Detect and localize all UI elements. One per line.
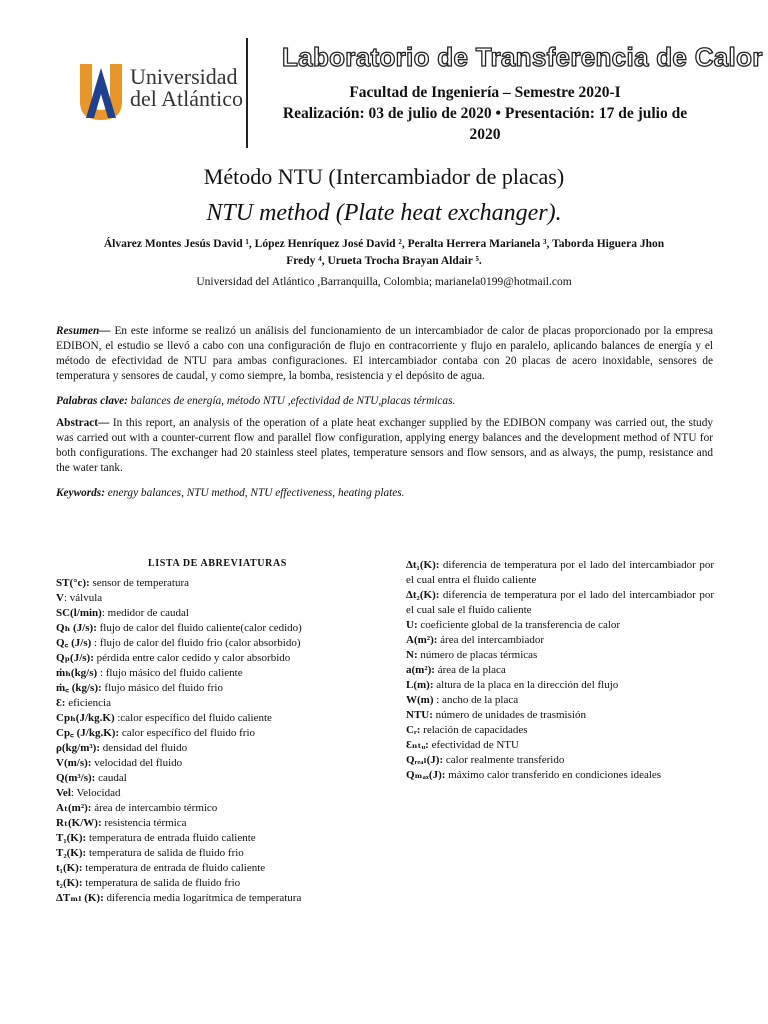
abbreviation-item [56, 771, 376, 786]
abbreviation-definition: área de la placa [434, 664, 506, 676]
abbreviation-item [406, 753, 714, 768]
abbreviation-definition: resistencia térmica [101, 817, 187, 829]
palabras-clave-paragraph [56, 394, 713, 409]
abbreviation-symbol: T₁(K): [56, 832, 87, 844]
abbreviation-symbol: Cpₕ(J/kg.K) [56, 712, 115, 724]
abbreviation-definition: calor realmente transferido [443, 754, 565, 766]
title-english: NTU method (Plate heat exchanger). [206, 200, 562, 226]
abbreviation-item [406, 693, 714, 708]
abbreviation-item [56, 651, 376, 666]
abbreviation-symbol: W(m) [406, 694, 434, 706]
abbreviation-item [56, 816, 376, 831]
resumen-label: Resumen— [56, 325, 111, 337]
abbreviation-symbol: N: [406, 649, 418, 661]
abbreviation-symbol: t₁(K): [56, 862, 83, 874]
abbreviation-definition: caudal [95, 772, 127, 784]
abbreviation-item [56, 741, 376, 756]
abbreviation-symbol: Aₜ(m²): [56, 802, 92, 814]
abbreviation-symbol: ST(°c): [56, 577, 90, 589]
lab-title: Laboratorio de Transferencia de Calor [282, 42, 763, 72]
authors [54, 236, 714, 270]
abbreviation-item [56, 591, 376, 606]
abbreviations-right-column [406, 558, 714, 783]
abbreviation-definition: densidad del fluido [100, 742, 188, 754]
abbreviation-definition: : flujo de calor del fluido frio (calor absorbido) [91, 637, 301, 649]
abbreviation-symbol: Q꜀ (J/s) [56, 637, 92, 649]
header-divider [246, 38, 248, 148]
abbreviation-symbol: Q(m³/s): [56, 772, 96, 784]
university-logo [78, 60, 248, 122]
abstract-label: Abstract— [56, 417, 110, 429]
abbreviation-definition: : flujo másico del fluido caliente [97, 667, 243, 679]
palabras-clave-text: balances de energía, método NTU ,efectividad de NTU,placas térmicas. [127, 395, 456, 407]
abstract-text: In this report, an analysis of the operation of a plate heat exchanger supplied by the EDIBON company was carried out, the study was carried out with a counter-current flow and parallel flow configuration, applying energy balances and the development method of NTU for both configurations. The exchanger had 20 stainless steel plates, temperature sensors and flow sensors, and as always, the pump, resistance and the water tank. [56, 417, 713, 474]
abbreviation-symbol: ṁ꜀ (kg/s): [56, 682, 102, 694]
abbreviation-item [56, 891, 376, 906]
abbreviation-definition: altura de la placa en la dirección del flujo [433, 679, 619, 691]
abbreviation-symbol: Cᵣ: [406, 724, 421, 736]
abbreviation-symbol: Ɛₙₜᵤ: [406, 739, 429, 751]
authors-line: Fredy ⁴, Urueta Trocha Brayan Aldair ⁵. [286, 255, 482, 267]
abbreviation-symbol: L(m): [406, 679, 434, 691]
abbreviation-item [56, 846, 376, 861]
abbreviation-item [56, 711, 376, 726]
abbreviation-item [406, 633, 714, 648]
abbreviation-item [56, 756, 376, 771]
abbreviation-symbol: NTU: [406, 709, 433, 721]
abbreviation-definition: flujo de calor del fluido caliente(calor cedido) [96, 622, 302, 634]
abbreviation-definition: área del intercambiador [437, 634, 544, 646]
abbreviation-definition: área de intercambio térmico [91, 802, 218, 814]
abbreviation-item [56, 681, 376, 696]
resumen-paragraph [56, 324, 713, 384]
palabras-clave-label: Palabras clave: [56, 395, 128, 407]
keywords-label: Keywords: [56, 487, 105, 499]
abbreviation-definition: coeficiente global de la transferencia de calor [417, 619, 621, 631]
abbreviation-definition: temperatura de salida de fluido frio [86, 847, 244, 859]
abbreviation-definition: pérdida entre calor cedido y calor absorbido [93, 652, 291, 664]
abbreviation-item [56, 606, 376, 621]
abbreviation-definition: : Velocidad [70, 787, 121, 799]
abbreviation-definition: número de unidades de trasmisión [432, 709, 586, 721]
abbreviation-item [406, 678, 714, 693]
abbreviation-symbol: Cp꜀ (J/kg.K): [56, 727, 120, 739]
faculty-line: Facultad de Ingeniería – Semestre 2020-I [349, 84, 621, 101]
abbreviation-item [56, 876, 376, 891]
abbreviation-symbol: Δt₂(K): [406, 589, 440, 601]
logo-text-line: Universidad [130, 64, 238, 89]
dates-line: 2020 [469, 126, 501, 143]
abbreviation-item [56, 831, 376, 846]
abbreviation-definition: diferencia de temperatura por el lado del intercambiador por el cual sale el fluido caliente [406, 589, 714, 616]
faculty-info [252, 82, 718, 145]
abbreviation-symbol: SC(l/min) [56, 607, 102, 619]
logo-text-line: del Atlántico [130, 86, 244, 111]
logo-text [130, 66, 243, 110]
resumen-text: En este informe se realizó un análisis del funcionamiento de un intercambiador de calor de placas proporcionado por la empresa EDIBON, el estudio se llevó a cabo con una configuración de flujo en contracorriente y flujo en paralelo, aplicando balances de energía y el método de efectividad de NTU para ambas configuraciones. El intercambiador contaba con 20 placas de acero inoxidable, sensores de temperatura y sensores de caudal, y como siempre, la bomba, resistencia y el depósito de agua. [56, 325, 713, 382]
abbreviation-symbol: Δt₁(K): [406, 559, 440, 571]
authors-line: Álvarez Montes Jesús David ¹, López Henríquez José David ², Peralta Herrera Marianela ³, Taborda Higuera Jhon [103, 238, 665, 250]
abbreviation-definition: : válvula [63, 592, 103, 604]
abbreviation-symbol: t₂(K): [56, 877, 83, 889]
abbreviation-definition: relación de capacidades [420, 724, 528, 736]
dates-line: Realización: 03 de julio de 2020 • Presentación: 17 de julio de [282, 105, 688, 122]
abbreviation-definition: : ancho de la placa [433, 694, 519, 706]
abbreviation-symbol: ΔTₘₗ (K): [56, 892, 104, 904]
abbreviation-symbol: Rₜ(K/W): [56, 817, 102, 829]
abbreviation-item [406, 708, 714, 723]
abbreviation-item [406, 723, 714, 738]
abbreviation-item [406, 558, 714, 588]
abbreviation-definition: diferencia media logarítmica de temperatura [103, 892, 302, 904]
abbreviation-item [56, 696, 376, 711]
abbreviation-definition: número de placas térmicas [417, 649, 538, 661]
abbreviation-item [406, 738, 714, 753]
abbreviation-definition: temperatura de salida de fluido frio [82, 877, 241, 889]
abbreviation-symbol: Qₘₐₓ(J): [406, 769, 446, 781]
abbreviation-definition: velocidad del fluido [91, 757, 183, 769]
abbreviation-definition: :calor específico del fluido caliente [114, 712, 272, 724]
abbreviations-left-column [56, 576, 376, 906]
abbreviation-definition: flujo másico del fluido frio [101, 682, 223, 694]
abbreviation-item [406, 588, 714, 618]
abbreviation-symbol: Vel [56, 787, 71, 799]
abbreviation-definition: sensor de temperatura [89, 577, 189, 589]
abbreviation-definition: diferencia de temperatura por el lado del intercambiador por el cual entra el fluido caliente [406, 559, 714, 586]
abbreviation-definition: : medidor de caudal [101, 607, 189, 619]
keywords-paragraph [56, 486, 713, 501]
abbreviation-item [406, 768, 714, 783]
abbreviation-definition: máximo calor transferido en condiciones ideales [445, 769, 662, 781]
abbreviation-definition: temperatura de entrada fluido caliente [86, 832, 256, 844]
abbreviation-symbol: a(m²): [406, 664, 435, 676]
abbreviation-item [406, 663, 714, 678]
abbreviation-symbol: V(m/s): [56, 757, 92, 769]
title-spanish: Método NTU (Intercambiador de placas) [203, 164, 565, 189]
abbreviation-item [56, 621, 376, 636]
abbreviation-symbol: Ɛ: [56, 697, 66, 709]
abbreviation-symbol: Qₕ (J/s): [56, 622, 97, 634]
abbreviation-definition: calor específico del fluido frio [119, 727, 256, 739]
keywords-text: energy balances, NTU method, NTU effectiveness, heating plates. [104, 487, 405, 499]
abbreviation-symbol: Qₚ(J/s): [56, 652, 94, 664]
abbreviation-symbol: ṁₕ(kg/s) [56, 667, 98, 679]
abstract-paragraph [56, 416, 713, 476]
abbreviation-item [406, 648, 714, 663]
university-logo-icon [78, 60, 124, 122]
affiliation: Universidad del Atlántico ,Barranquilla, Colombia; marianela0199@hotmail.com [196, 276, 572, 288]
abbreviation-item [56, 726, 376, 741]
abbreviation-symbol: T₂(K): [56, 847, 87, 859]
abbreviation-definition: efectividad de NTU [428, 739, 519, 751]
abbreviation-symbol: Qᵣₑₐₗ(J): [406, 754, 444, 766]
abbreviation-symbol: V [56, 592, 64, 604]
abbreviation-item [56, 666, 376, 681]
abbreviation-symbol: ρ(kg/m³): [56, 742, 101, 754]
abbreviation-item [56, 636, 376, 651]
abbreviation-item [56, 801, 376, 816]
abbreviation-item [56, 861, 376, 876]
abbreviation-symbol: A(m²): [406, 634, 438, 646]
abbreviation-item [56, 576, 376, 591]
abbreviation-item [56, 786, 376, 801]
abbreviation-item [406, 618, 714, 633]
abbreviations-heading: LISTA DE ABREVIATURAS [148, 558, 287, 569]
abbreviation-definition: eficiencia [65, 697, 111, 709]
abbreviation-definition: temperatura de entrada de fluido caliente [82, 862, 266, 874]
abbreviation-symbol: U: [406, 619, 418, 631]
